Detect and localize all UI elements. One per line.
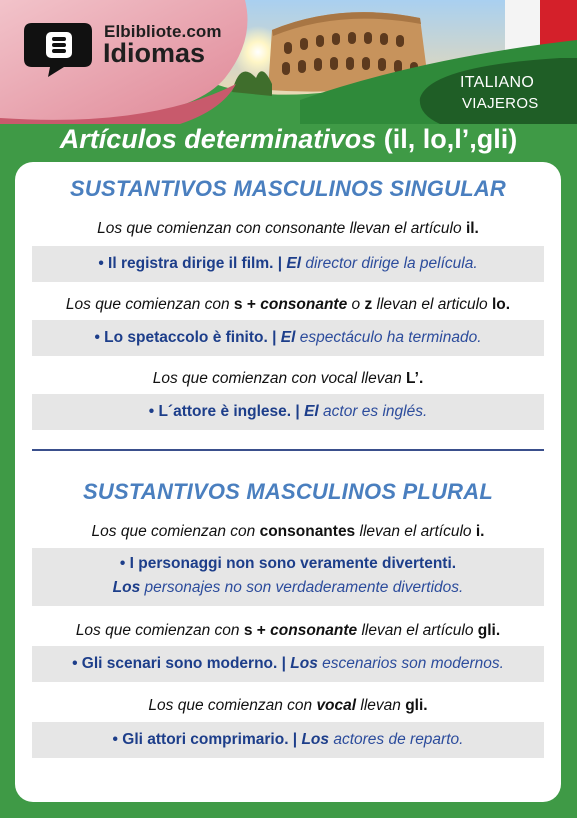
rule-text: Los que comienzan con	[91, 523, 256, 540]
rule-keyword: vocal	[316, 697, 357, 714]
rule-article: lo.	[492, 296, 511, 313]
rule-text: llevan	[360, 697, 401, 714]
brand-name: Idiomas	[103, 38, 206, 68]
rule-text: llevan el artículo	[361, 622, 474, 639]
example-article: El	[280, 329, 296, 346]
language-tag: ITALIANO	[460, 74, 535, 91]
rule-singular-s-consonant	[15, 296, 561, 314]
rule-text: llevan el articulo	[376, 296, 488, 313]
rule-text: Los que comienzan con	[75, 622, 240, 639]
title-articles: (il, lo,l’,gli)	[383, 124, 518, 154]
rule-keyword: consonante	[260, 296, 348, 313]
rule-letter: s	[243, 622, 253, 639]
rule-singular-consonant	[15, 220, 561, 238]
example-italian: • Lo spetaccolo è finito. |	[94, 329, 277, 346]
example-italian: • I personaggi non sono veramente divertenti.	[119, 555, 457, 572]
rule-letter: z	[364, 296, 373, 313]
example-article: Los	[290, 655, 318, 672]
example-article: Los	[301, 731, 330, 748]
example-translation: personajes no son verdaderamente divertidos.	[144, 579, 464, 596]
rule-text: Los que comienzan con vocal llevan	[152, 370, 402, 387]
rule-article: i.	[475, 523, 485, 540]
rule-keyword: consonantes	[259, 523, 356, 540]
brand-site: Elbibliote.com	[104, 22, 222, 41]
rule-article: gli.	[477, 622, 501, 639]
section-heading-plural: SUSTANTIVOS MASCULINOS PLURAL	[83, 479, 493, 504]
rule-plus: +	[256, 622, 266, 639]
speech-bubble-e-icon	[24, 19, 94, 79]
example-box	[32, 320, 544, 356]
title-main: Artículos determinativos	[59, 124, 377, 154]
example-article: Los	[112, 579, 141, 596]
rule-plural-vowel	[15, 697, 561, 715]
rule-text: Los que comienzan con	[65, 296, 230, 313]
example-translation: escenarios son modernos.	[322, 655, 504, 672]
example-box	[32, 394, 544, 430]
rule-plural-consonant	[15, 523, 561, 541]
example-translation: director dirige la película.	[305, 255, 478, 272]
rule-keyword: consonante	[270, 622, 358, 639]
example-italian: • Gli attori comprimario. |	[112, 731, 298, 748]
example-box	[32, 722, 544, 758]
section-heading-singular: SUSTANTIVOS MASCULINOS SINGULAR	[69, 176, 507, 201]
rule-plus: +	[246, 296, 256, 313]
rule-text: o	[351, 296, 361, 313]
content-card	[15, 162, 561, 802]
example-translation: actores de reparto.	[333, 731, 464, 748]
rule-singular-vowel	[15, 370, 561, 388]
rule-article: gli.	[405, 697, 428, 714]
rule-text: Los que comienzan con	[148, 697, 313, 714]
rule-letter: s	[233, 296, 243, 313]
section-divider	[32, 449, 544, 451]
rule-article: L’.	[406, 370, 424, 387]
rule-plural-s-consonant	[15, 622, 561, 640]
example-italian: • Il registra dirige il film. |	[98, 255, 283, 272]
example-box	[32, 646, 544, 682]
example-italian: • L´attore è inglese. |	[148, 403, 300, 420]
header	[0, 0, 577, 124]
page-title	[0, 124, 577, 155]
audience-tag: VIAJEROS	[462, 95, 539, 112]
rule-text: Los que comienzan con consonante llevan el artículo	[97, 220, 462, 237]
example-box	[32, 548, 544, 606]
example-italian: • Gli scenari sono moderno. |	[72, 655, 286, 672]
rule-text: llevan el artículo	[359, 523, 472, 540]
example-translation: espectáculo ha terminado.	[299, 329, 482, 346]
example-article: El	[286, 255, 302, 272]
example-translation: actor es inglés.	[323, 403, 428, 420]
example-box	[32, 246, 544, 282]
example-article: El	[304, 403, 319, 420]
rule-article: il.	[465, 220, 479, 237]
